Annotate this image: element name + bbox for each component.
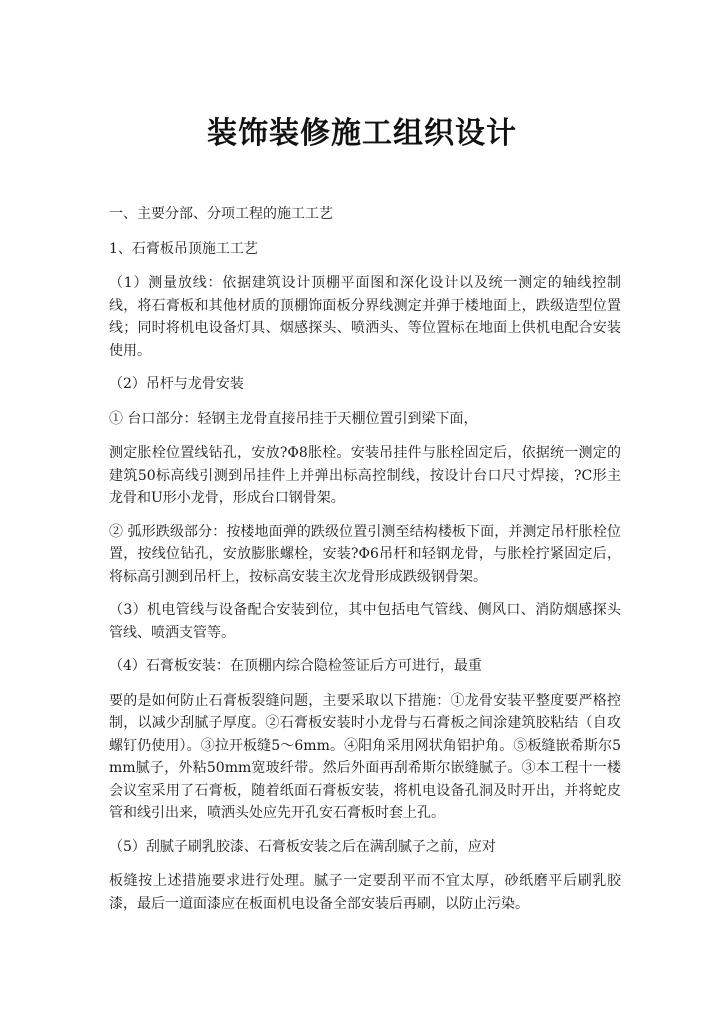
paragraph-putty-detail: 板缝按上述措施要求进行处理。腻子一定要刮平而不宜太厚，砂纸磨平后刷乳胶漆，最后一道面漆应在板面机电设备全部安装后再刷，以防止污染。 [109,873,621,912]
paragraph-heading-hanger: （2）吊杆与龙骨安装 [109,376,244,392]
paragraph-measurement: （1）测量放线：依据建筑设计顶棚平面图和深化设计以及统一测定的轴线控制线，将石膏板和其他材质的顶棚饰面板分界线测定并弹于楼地面上，跌级造型位置线；同时将机电设备灯具、烟感探头、喷洒头、等位置标在地面上供机电配合安装使用。 [109,275,621,359]
page-title: 装饰装修施工组织设计 [207,116,517,151]
subsection-heading: 1、石膏板吊顶施工工艺 [109,240,258,257]
paragraph-arc-level: ② 弧形跌级部分：按楼地面弹的跌级位置引测至结构楼板下面，并测定吊杆胀栓位置，按线位钻孔，安放膨胀螺栓，安装?Φ6吊杆和轻钢龙骨，与胀栓拧紧固定后，将标高引测到吊杆上，按标高安装主次龙骨形成跌级钢骨架。 [109,523,621,585]
section-heading: 一、主要分部、分项工程的施工工艺 [109,206,333,222]
document-body [109,203,621,926]
paragraph-putty: （5）刮腻子刷乳胶漆、石膏板安装之后在满刮腻子之前，应对 [109,838,496,855]
paragraph-gypsum-measures: 要的是如何防止石膏板裂缝问题，主要采取以下措施：①龙骨安装平整度要严格控制，以减少刮腻子厚度。②石膏板安装时小龙骨与石膏板之间涂建筑胶粘结（自攻螺钉仍使用）。③拉开板缝5～6mm。④阳角采用网状角铝护角。⑤板缝嵌希斯尔5mm腻子，外粘50mm宽玻纤带。然后外面再刮希斯尔嵌缝腻子。③本工程十一楼会议室采用了石膏板，随着纸面石膏板安装，将机电设备孔洞及时开出，并将蛇皮管和线引出来，喷洒头处应先开孔安石膏板时套上孔。 [109,692,621,821]
paragraph-stage-detail: 测定胀栓位置线钻孔，安放?Φ8胀栓。安装吊挂件与胀栓固定后，依据统一测定的建筑50标高线引测到吊挂件上并弹出标高控制线，按设计台口尺寸焊接，?C形主龙骨和U形小龙骨，形成台口钢骨架。 [109,445,621,506]
paragraph-electrical: （3）机电管线与设备配合安装到位，其中包括电气管线、侧风口、消防烟感探头管线、喷洒支管等。 [109,602,621,641]
paragraph-stage-part: ① 台口部分：轻钢主龙骨直接吊挂于天棚位置引到梁下面， [109,410,478,427]
paragraph-gypsum-install: （4）石膏板安装：在顶棚内综合隐检签证后方可进行，最重 [109,658,482,674]
